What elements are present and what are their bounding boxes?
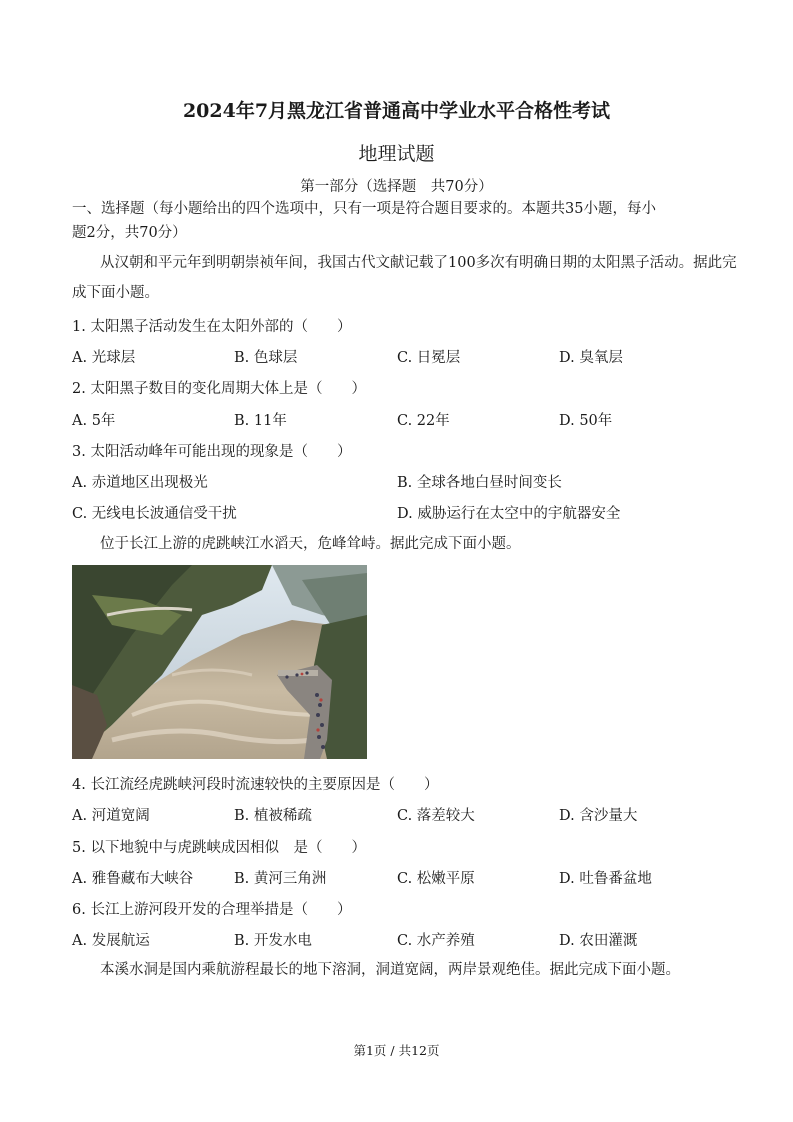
question-5-option-d[interactable]: D. 吐鲁番盆地 (559, 871, 652, 887)
question-4-option-d[interactable]: D. 含沙量大 (559, 808, 638, 824)
question-4-option-b[interactable]: B. 植被稀疏 (234, 808, 312, 824)
passage1-line1: 从汉朝和平元年到明朝崇祯年间，我国古代文献记载了100多次有明确日期的太阳黑子活动。据此完 (100, 255, 737, 271)
question-6-stem: 6. 长江上游河段开发的合理举措是（ ） (72, 902, 352, 918)
passage1-line2: 成下面小题。 (72, 285, 159, 301)
question-3-option-a[interactable]: A. 赤道地区出现极光 (72, 475, 208, 491)
exam-title: 2024年7月黑龙江省普通高中学业水平合格性考试 (182, 100, 611, 122)
question-2-option-c[interactable]: C. 22年 (397, 413, 450, 429)
question-2-stem: 2. 太阳黑子数目的变化周期大体上是（ ） (72, 381, 366, 397)
question-6-option-d[interactable]: D. 农田灌溉 (559, 933, 638, 949)
question-1-option-b[interactable]: B. 色球层 (234, 350, 298, 366)
question-5-option-b[interactable]: B. 黄河三角洲 (234, 871, 327, 887)
question-5-option-a[interactable]: A. 雅鲁藏布大峡谷 (72, 871, 194, 887)
question-4-option-c[interactable]: C. 落差较大 (397, 808, 475, 824)
question-3-stem: 3. 太阳活动峰年可能出现的现象是（ ） (72, 444, 352, 460)
question-6-option-b[interactable]: B. 开发水电 (234, 933, 312, 949)
section-instructions-line1: 一、选择题（每小题给出的四个选项中，只有一项是符合题目要求的。本题共35小题，每小 (72, 201, 656, 217)
question-2-option-d[interactable]: D. 50年 (559, 413, 613, 429)
passage3: 本溪水洞是国内乘航游程最长的地下溶洞，洞道宽阔，两岸景观绝佳。据此完成下面小题。 (100, 962, 680, 978)
question-3-option-d[interactable]: D. 威胁运行在太空中的宇航器安全 (397, 506, 621, 522)
page-number: 第1页 / 共12页 (353, 1043, 440, 1058)
question-1-option-d[interactable]: D. 臭氧层 (559, 350, 623, 366)
part-heading: 第一部分（选择题 共70分） (300, 179, 493, 195)
question-6-option-c[interactable]: C. 水产养殖 (397, 933, 475, 949)
exam-subtitle: 地理试题 (358, 143, 435, 165)
section-instructions-line2: 题2分，共70分） (72, 225, 187, 241)
question-2-option-b[interactable]: B. 11年 (234, 413, 287, 429)
question-1-stem: 1. 太阳黑子活动发生在太阳外部的（ ） (72, 319, 352, 335)
tiger-leaping-gorge-photo (72, 565, 367, 759)
question-5-stem: 5. 以下地貌中与虎跳峡成因相似 是（ ） (72, 840, 366, 856)
question-5-option-c[interactable]: C. 松嫩平原 (397, 871, 475, 887)
question-4-stem: 4. 长江流经虎跳峡河段时流速较快的主要原因是（ ） (72, 777, 439, 793)
question-4-option-a[interactable]: A. 河道宽阔 (72, 808, 150, 824)
question-2-option-a[interactable]: A. 5年 (72, 413, 116, 429)
passage2: 位于长江上游的虎跳峡江水滔天，危峰耸峙。据此完成下面小题。 (100, 536, 521, 552)
question-1-option-c[interactable]: C. 日冕层 (397, 350, 461, 366)
question-3-option-c[interactable]: C. 无线电长波通信受干扰 (72, 506, 237, 522)
question-1-option-a[interactable]: A. 光球层 (72, 350, 136, 366)
question-6-option-a[interactable]: A. 发展航运 (72, 933, 150, 949)
question-3-option-b[interactable]: B. 全球各地白昼时间变长 (397, 475, 562, 491)
